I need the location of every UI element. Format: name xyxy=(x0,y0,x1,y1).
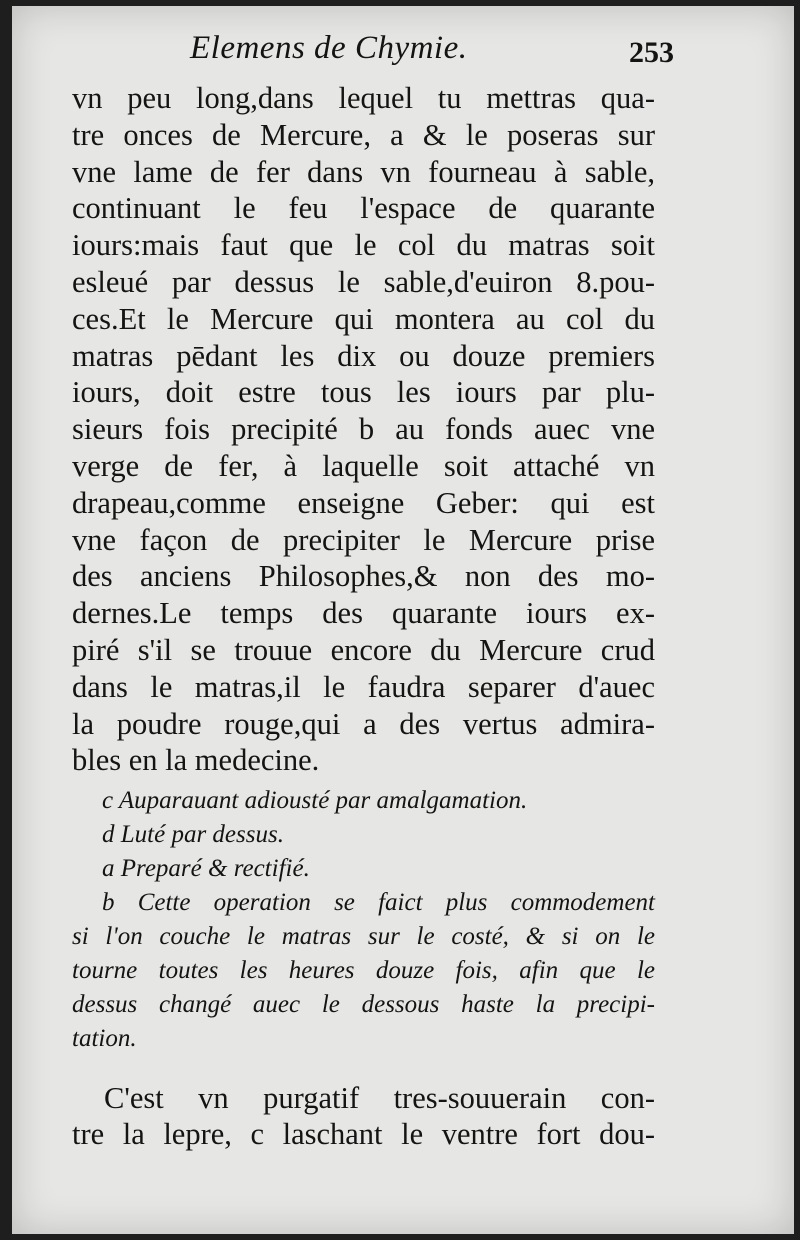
note-line: tation. xyxy=(72,1025,137,1052)
text-line: bles en la medecine. xyxy=(72,743,320,778)
text-line: iours:mais faut que le col du matras soit xyxy=(72,228,655,263)
text-line: verge de fer, à laquelle soit attaché vn xyxy=(72,448,655,483)
note-line: b Cette operation se faict plus commodement xyxy=(102,889,655,916)
note-line: c Auparauant adiousté par amalgamation. xyxy=(102,787,528,814)
note-line: si l'on couche le matras sur le costé, & si on le xyxy=(72,923,655,950)
text-line: C'est vn purgatif tres-souuerain con- xyxy=(104,1081,655,1115)
text-line: vne façon de precipiter le Mercure prise xyxy=(72,522,655,557)
text-line: sieurs fois precipité b au fonds auec vne xyxy=(72,412,655,447)
note-line: dessus changé auec le dessous haste la precipi- xyxy=(72,991,655,1018)
text-line: vn peu long,dans lequel tu mettras qua- xyxy=(72,81,655,115)
running-title: Elemens de Chymie. xyxy=(190,30,468,66)
text-line: dernes.Le temps des quarante iours ex- xyxy=(72,596,655,631)
text-line: vne lame de fer dans vn fourneau à sable, xyxy=(72,154,655,189)
continuation-text xyxy=(72,1080,655,1152)
text-line: iours, doit estre tous les iours par plu- xyxy=(72,375,655,410)
note-line: d Luté par dessus. xyxy=(102,821,284,848)
text-line: continuant le feu l'espace de quarante xyxy=(72,191,655,226)
text-line: dans le matras,il le faudra separer d'auec xyxy=(72,669,655,704)
text-line: des anciens Philosophes,& non des mo- xyxy=(72,559,655,594)
text-line: piré s'il se trouue encore du Mercure crud xyxy=(72,632,655,667)
page-header xyxy=(72,30,672,80)
page-number: 253 xyxy=(629,36,674,69)
text-line: tre la lepre, c laschant le ventre fort dou- xyxy=(72,1117,655,1151)
main-text xyxy=(72,80,655,779)
text-line: matras pēdant les dix ou douze premiers xyxy=(72,338,655,373)
marginal-notes xyxy=(72,784,655,1056)
text-line: drapeau,comme enseigne Geber: qui est xyxy=(72,485,655,520)
text-line: ces.Et le Mercure qui montera au col du xyxy=(72,301,655,336)
note-line: a Preparé & rectifié. xyxy=(102,855,310,882)
text-line: tre onces de Mercure, a & le poseras sur xyxy=(72,117,655,152)
book-page xyxy=(12,6,794,1234)
note-line: tourne toutes les heures douze fois, afin que le xyxy=(72,957,655,984)
text-line: esleué par dessus le sable,d'euiron 8.pou- xyxy=(72,264,655,299)
text-line: la poudre rouge,qui a des vertus admira- xyxy=(72,706,655,741)
